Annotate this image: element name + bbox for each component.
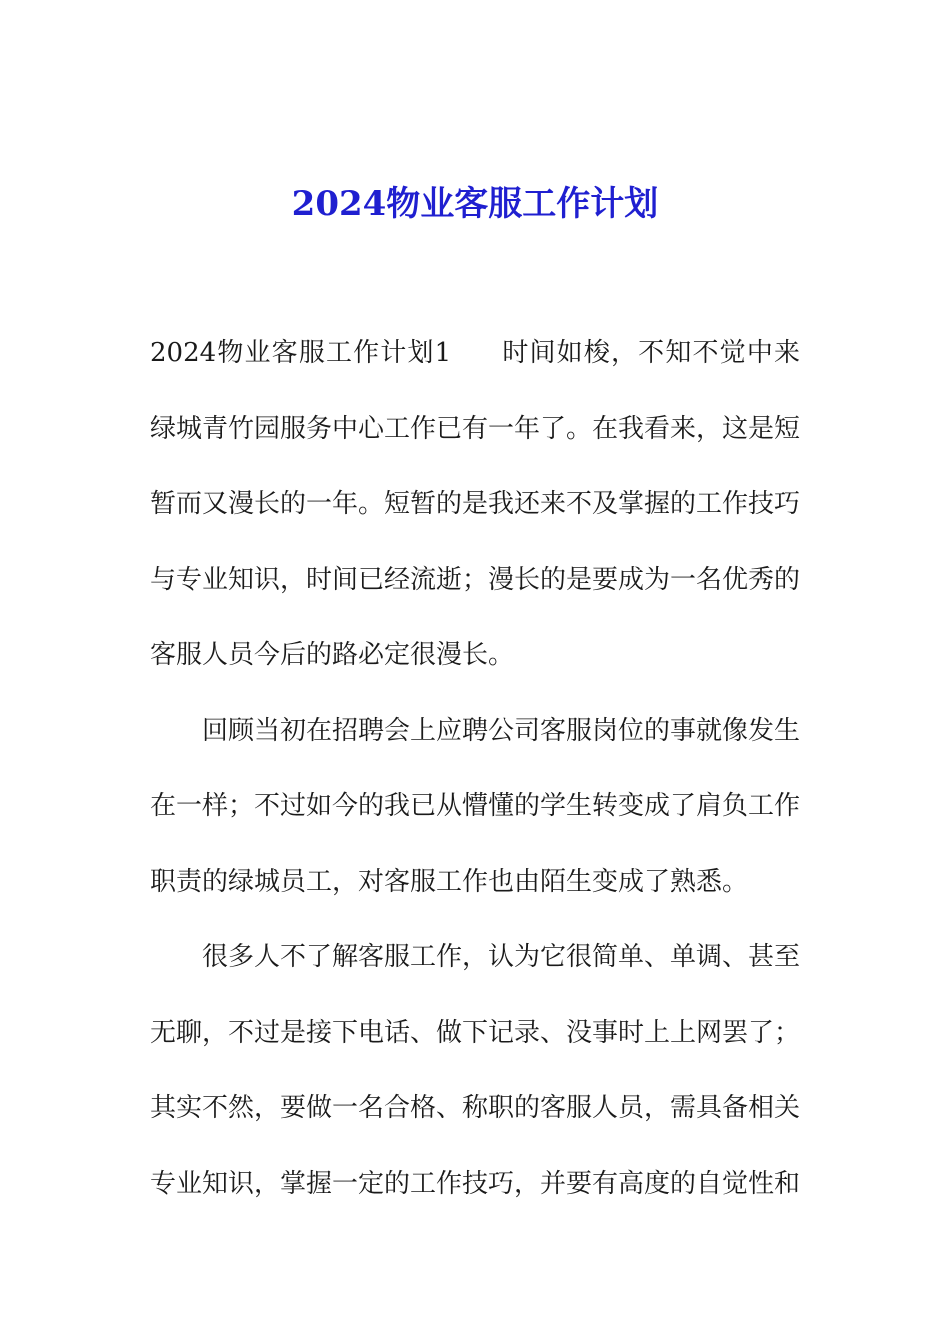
paragraph-text: 时间如梭，不知不觉中来绿城青竹园服务中心工作已有一年了。在我看来，这是短暂而又漫长的一年。短暂的是我还来不及掌握的工作技巧与专业知识，时间已经流逝；漫长的是要成为一名优秀的客服人员今后的路必定很漫长。 xyxy=(150,338,801,670)
document-body xyxy=(150,316,800,1222)
paragraph-3: 很多人不了解客服工作，认为它很简单、单调、甚至无聊，不过是接下电话、做下记录、没事时上上网罢了；其实不然，要做一名合格、称职的客服人员，需具备相关专业知识，掌握一定的工作技巧，并要有高度的自觉性和 xyxy=(150,942,801,1199)
paragraph-1 xyxy=(150,316,800,694)
paragraph-2: 回顾当初在招聘会上应聘公司客服岗位的事就像发生在一样；不过如今的我已从懵懂的学生转变成了肩负工作职责的绿城员工，对客服工作也由陌生变成了熟悉。 xyxy=(150,715,801,897)
document-title: 2024物业客服工作计划 xyxy=(291,184,659,224)
section-heading: 2024物业客服工作计划1 xyxy=(150,338,452,368)
